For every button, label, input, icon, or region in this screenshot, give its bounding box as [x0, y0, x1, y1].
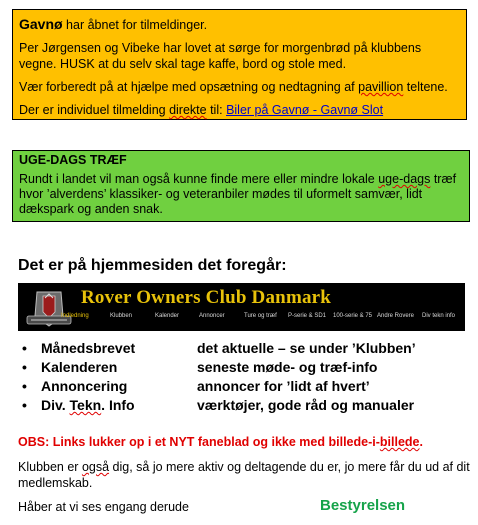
nav-indledning[interactable]: Indledning — [61, 313, 89, 319]
list-item — [22, 396, 462, 415]
gavno-announcement-box — [12, 9, 467, 120]
signature: Bestyrelsen — [320, 497, 406, 514]
gavno-signup-a: Der er individuel tilmelding — [19, 103, 170, 117]
list-item — [22, 377, 462, 396]
banner-title: Rover Owners Club Danmark — [81, 287, 332, 308]
website-banner[interactable] — [18, 283, 465, 331]
list-item — [22, 358, 462, 377]
closing-text: Håber at vi ses engang derude — [18, 500, 189, 514]
list-item-desc: seneste møde- og træf-info — [197, 359, 378, 375]
membership-text-b: også — [81, 460, 110, 474]
nav-andre-rovere[interactable]: Andre Rovere — [377, 313, 415, 319]
gavno-signup-c: til: — [206, 103, 227, 117]
bullet: • — [22, 340, 27, 356]
membership-text-c: dig, så jo mere aktiv og deltagende du er, jo mere får du ud af dit medlemskab. — [18, 460, 470, 490]
list-item-name: Månedsbrevet — [41, 340, 136, 356]
list-item — [22, 339, 462, 358]
obs-text-c: . — [419, 435, 423, 449]
membership-text-a: Klubben er — [18, 460, 82, 474]
list-item-desc: det aktuelle – se under ’Klubben’ — [197, 340, 416, 356]
gavno-help-text-a: Vær forberedt på at hjælpe med opsætning og nedtagning af — [19, 80, 359, 94]
list-item-desc: værktøjer, gode råd og manualer — [197, 397, 415, 413]
weekday-text-a: Rundt i landet vil man også kunne finde mere eller mindre lokale — [19, 172, 379, 186]
gavno-title-rest: har åbnet for tilmeldinger. — [62, 18, 208, 32]
list-item-name: Kalenderen — [41, 359, 118, 375]
bullet: • — [22, 359, 27, 375]
list-item-name-b: Tekn — [69, 397, 102, 413]
bullet: • — [22, 397, 27, 413]
list-item-name: Annoncering — [41, 378, 128, 394]
weekday-text-c: træf hvor ’alverdens’ klassiker- og veteranbiler mødes til uformelt samvær, lidt dækspark og anden snak. — [19, 172, 457, 216]
nav-div-tekn-info[interactable]: Div tekn info — [422, 313, 456, 319]
banner-nav — [18, 313, 465, 327]
nav-kalender[interactable]: Kalender — [155, 313, 180, 319]
gavno-breakfast-text: Per Jørgensen og Vibeke har lovet at sørge for morgenbrød på klubbens vegne. HUSK at du selv skal tage kaffe, bord og stole med. — [19, 41, 422, 71]
nav-p-serie[interactable]: P-serie & SD1 — [288, 313, 327, 319]
weekday-text-b: uge-dags — [378, 172, 431, 186]
gavno-signup-link[interactable]: Biler på Gavnø - Gavnø Slot — [226, 103, 384, 117]
membership-paragraph — [18, 459, 473, 491]
obs-notice — [18, 435, 423, 449]
obs-text-a: OBS: Links lukker op i et NYT faneblad og ikke med billede-i- — [18, 435, 380, 449]
list-item-desc: annoncer for ’lidt af hvert’ — [197, 378, 370, 394]
nav-ture-og-traef[interactable]: Ture og træf — [244, 313, 277, 319]
nav-100-serie[interactable]: 100-serie & 75 — [333, 313, 373, 319]
website-heading: Det er på hjemmesiden det foregår: — [18, 257, 287, 274]
list-item-name — [41, 396, 135, 415]
list-item-name-c: . Info — [101, 397, 135, 413]
gavno-help-text-b: pavillion — [358, 80, 404, 94]
gavno-signup-b: direkte — [169, 103, 207, 117]
nav-annoncer[interactable]: Annoncer — [199, 313, 225, 319]
gavno-title: Gavnø — [19, 16, 63, 32]
bullet: • — [22, 378, 27, 394]
nav-klubben[interactable]: Klubben — [110, 313, 133, 319]
gavno-help-text — [19, 79, 459, 95]
website-sections-list — [22, 339, 462, 415]
weekday-meetup-box — [12, 150, 470, 222]
gavno-help-text-c: teltene. — [403, 80, 448, 94]
gavno-title-line — [19, 16, 459, 33]
weekday-meetup-text — [19, 172, 463, 217]
gavno-signup-text — [19, 102, 459, 118]
list-item-name-a: Div. — [41, 397, 70, 413]
weekday-meetup-title: UGE-DAGS TRÆF — [19, 153, 127, 167]
obs-text-b: billede — [379, 435, 420, 449]
